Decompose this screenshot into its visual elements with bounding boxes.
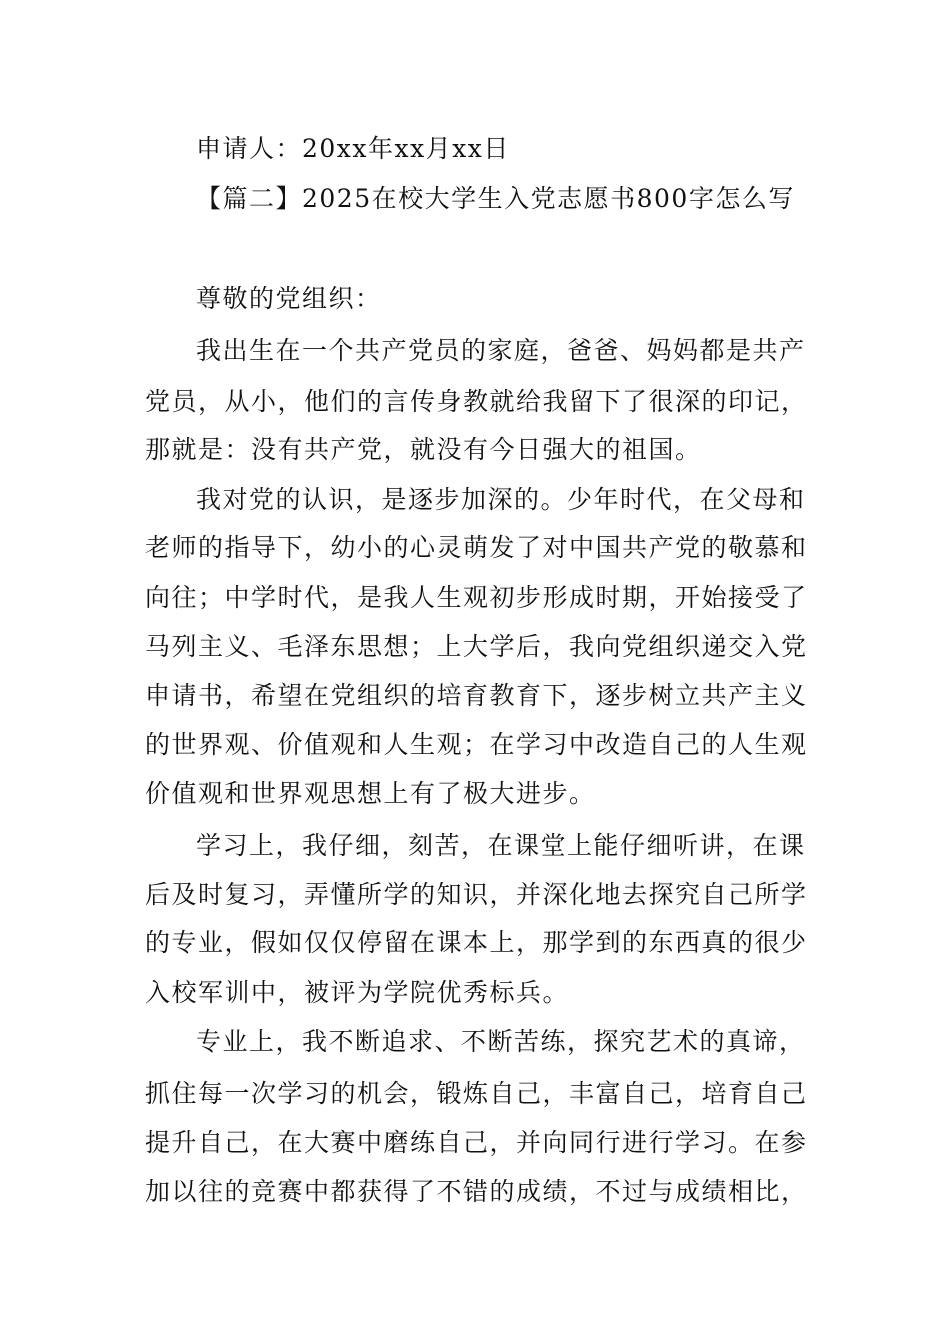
paragraph-line: 我出生在一个共产党员的家庭，爸爸、妈妈都是共产 xyxy=(196,336,806,365)
applicant-date-line: 申请人：20xx年xx月xx日 xyxy=(196,134,510,163)
paragraph-line: 的专业，假如仅仅停留在课本上，那学到的东西真的很少 xyxy=(145,928,808,957)
paragraph-line: 专业上，我不断追求、不断苦练，探究艺术的真谛， xyxy=(196,1027,806,1056)
paragraph-line: 我对党的认识，是逐步加深的。少年时代，在父母和 xyxy=(196,485,806,514)
section-heading: 【篇二】2025在校大学生入党志愿书800字怎么写 xyxy=(196,184,795,213)
paragraph-line: 入校军训中，被评为学院优秀标兵。 xyxy=(145,978,570,1007)
paragraph-line: 加以往的竞赛中都获得了不错的成绩，不过与成绩相比， xyxy=(145,1177,808,1206)
paragraph-line: 那就是：没有共产党，就没有今日强大的祖国。 xyxy=(145,435,702,464)
salutation: 尊敬的党组织： xyxy=(196,284,382,313)
paragraph-line: 抓住每一次学习的机会，锻炼自己，丰富自己，培育自己 xyxy=(145,1079,808,1108)
paragraph-line: 申请书，希望在党组织的培育教育下，逐步树立共产主义 xyxy=(145,681,808,710)
paragraph-line: 学习上，我仔细，刻苦，在课堂上能仔细听讲，在课 xyxy=(196,831,806,860)
paragraph-line: 马列主义、毛泽东思想；上大学后，我向党组织递交入党 xyxy=(145,632,808,661)
paragraph-line: 党员，从小，他们的言传身教就给我留下了很深的印记， xyxy=(145,387,808,416)
paragraph-line: 价值观和世界观思想上有了极大进步。 xyxy=(145,779,596,808)
paragraph-line: 向往；中学时代，是我人生观初步形成时期，开始接受了 xyxy=(145,583,808,612)
paragraph-line: 后及时复习，弄懂所学的知识，并深化地去探究自己所学 xyxy=(145,880,808,909)
paragraph-line: 老师的指导下，幼小的心灵萌发了对中国共产党的敬慕和 xyxy=(145,533,808,562)
paragraph-line: 的世界观、价值观和人生观；在学习中改造自己的人生观 xyxy=(145,730,808,759)
paragraph-line: 提升自己，在大赛中磨练自己，并向同行进行学习。在参 xyxy=(145,1128,808,1157)
